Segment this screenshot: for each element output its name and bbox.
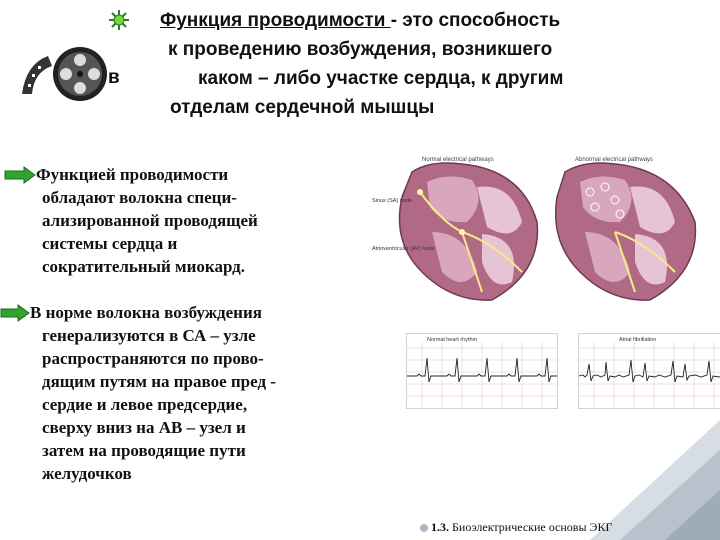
title-line2: к проведению возбуждения, возникшего <box>168 39 553 60</box>
para1-line: сократительный миокард. <box>42 257 246 276</box>
arrow-bullet-icon <box>4 166 36 184</box>
footer-text: Биоэлектрические основы ЭКГ <box>452 520 613 534</box>
title-term: Функция проводимости <box>160 10 391 31</box>
normal-ecg-strip <box>406 333 558 409</box>
star-bullet-icon <box>108 9 130 31</box>
para1-line: ализированной проводящей <box>42 211 258 230</box>
para2-line: сверху вниз на АВ – узел и <box>42 418 246 437</box>
normal-pathways-caption: Normal electrical pathways <box>422 157 494 163</box>
title-prefix: в <box>108 67 120 88</box>
arrow-bullet-icon <box>0 304 30 322</box>
abnormal-pathways-caption: Abnormal electrical pathways <box>575 157 654 163</box>
film-reel-icon <box>18 44 110 104</box>
sa-node-label: Sinus (SA) node <box>372 198 413 204</box>
para1-line: обладают волокна специ- <box>42 188 237 207</box>
para2-line: дящим путям на правое пред - <box>42 372 276 391</box>
afib-ecg-strip <box>578 333 720 409</box>
slide-footer <box>420 520 612 535</box>
av-node-label: Atrioventricular (AV) node <box>372 246 435 252</box>
normal-ecg-caption: Normal heart rhythm <box>427 337 478 343</box>
para2-line: генерализуются в СА – узле <box>42 326 256 345</box>
para2-line: желудочков <box>42 464 132 483</box>
title-line4: отделам сердечной мышцы <box>170 97 435 118</box>
normal-heart-illustration <box>372 152 542 302</box>
abnormal-heart-illustration <box>545 152 715 302</box>
title-line1-rest: - это способность <box>390 10 561 31</box>
afib-ecg-caption: Atrial fibrillation <box>619 337 657 343</box>
footer-number: 1.3. <box>431 520 449 534</box>
title-line3: каком – либо участке сердца, к другим <box>198 68 564 89</box>
para2-line: В норме волокна возбуждения <box>30 303 262 322</box>
para1-line: системы сердца и <box>42 234 178 253</box>
para1-line: Функцией проводимости <box>36 165 229 184</box>
footer-bullet-icon <box>420 524 428 532</box>
para2-line: распространяются по прово- <box>42 349 264 368</box>
para2-line: затем на проводящие пути <box>42 441 246 460</box>
para2-line: сердие и левое предсердие, <box>42 395 248 414</box>
